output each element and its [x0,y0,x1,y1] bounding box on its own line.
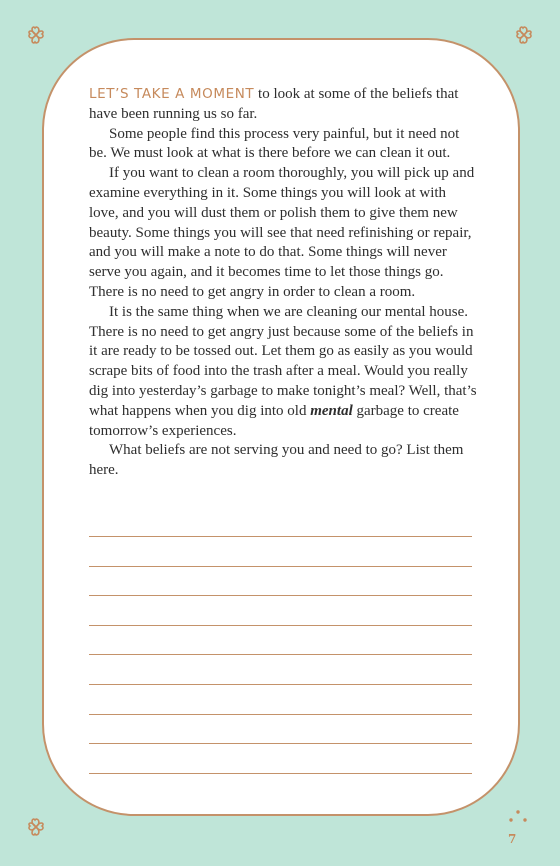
paragraph-4-tail: garbage to create tomorrow’s experiences. [89,402,459,439]
clover-icon [513,24,535,46]
writing-line[interactable] [89,625,472,626]
paragraph-4-text: It is the same thing when we are cleaning our mental house. There is no need to get angry just because some of the beliefs in it are ready to be tossed out. Let them go as easily as you would scrape bits of food into the trash after a meal. Would you really dig into yesterday’s garbage to make tonight’s meal? Well, that’s what happens when you dig into old [89,303,477,419]
paragraph-2: Some people find this process very painful, but it need not be. We must look at what is there before we can clean it out. [89,125,460,162]
writing-line[interactable] [89,714,472,715]
paragraph-1 [89,85,479,125]
clover-icon [25,816,47,838]
writing-lines[interactable] [89,536,472,802]
writing-line[interactable] [89,566,472,567]
emphasis-word: mental [310,402,353,419]
page-number: 7 [508,832,517,846]
writing-line[interactable] [89,654,472,655]
writing-line[interactable] [89,595,472,596]
paragraph-4 [89,303,479,442]
paragraph-3: If you want to clean a room thoroughly, you will pick up and examine everything in it. Some things you will look at with love, and you will dust them or polish them to give them new beauty. Some things you will see that need refinishing or repair, and you will make a note to do that. Some things will never serve you again, and it becomes time to let those things go. There is no need to get angry in order to clean a room. [89,165,475,300]
writing-line[interactable] [89,536,472,537]
paragraph-1-text: to look at some of the beliefs that have been running us so far. [89,86,459,122]
clover-icon [25,24,47,46]
paragraph-5: What beliefs are not serving you and need to go? List them here. [89,442,464,479]
dots-icon [508,809,528,829]
writing-line[interactable] [89,773,472,774]
writing-line[interactable] [89,684,472,685]
lead-in: LET’S TAKE A MOMENT [89,86,255,102]
writing-line[interactable] [89,743,472,744]
body-text [89,85,479,481]
